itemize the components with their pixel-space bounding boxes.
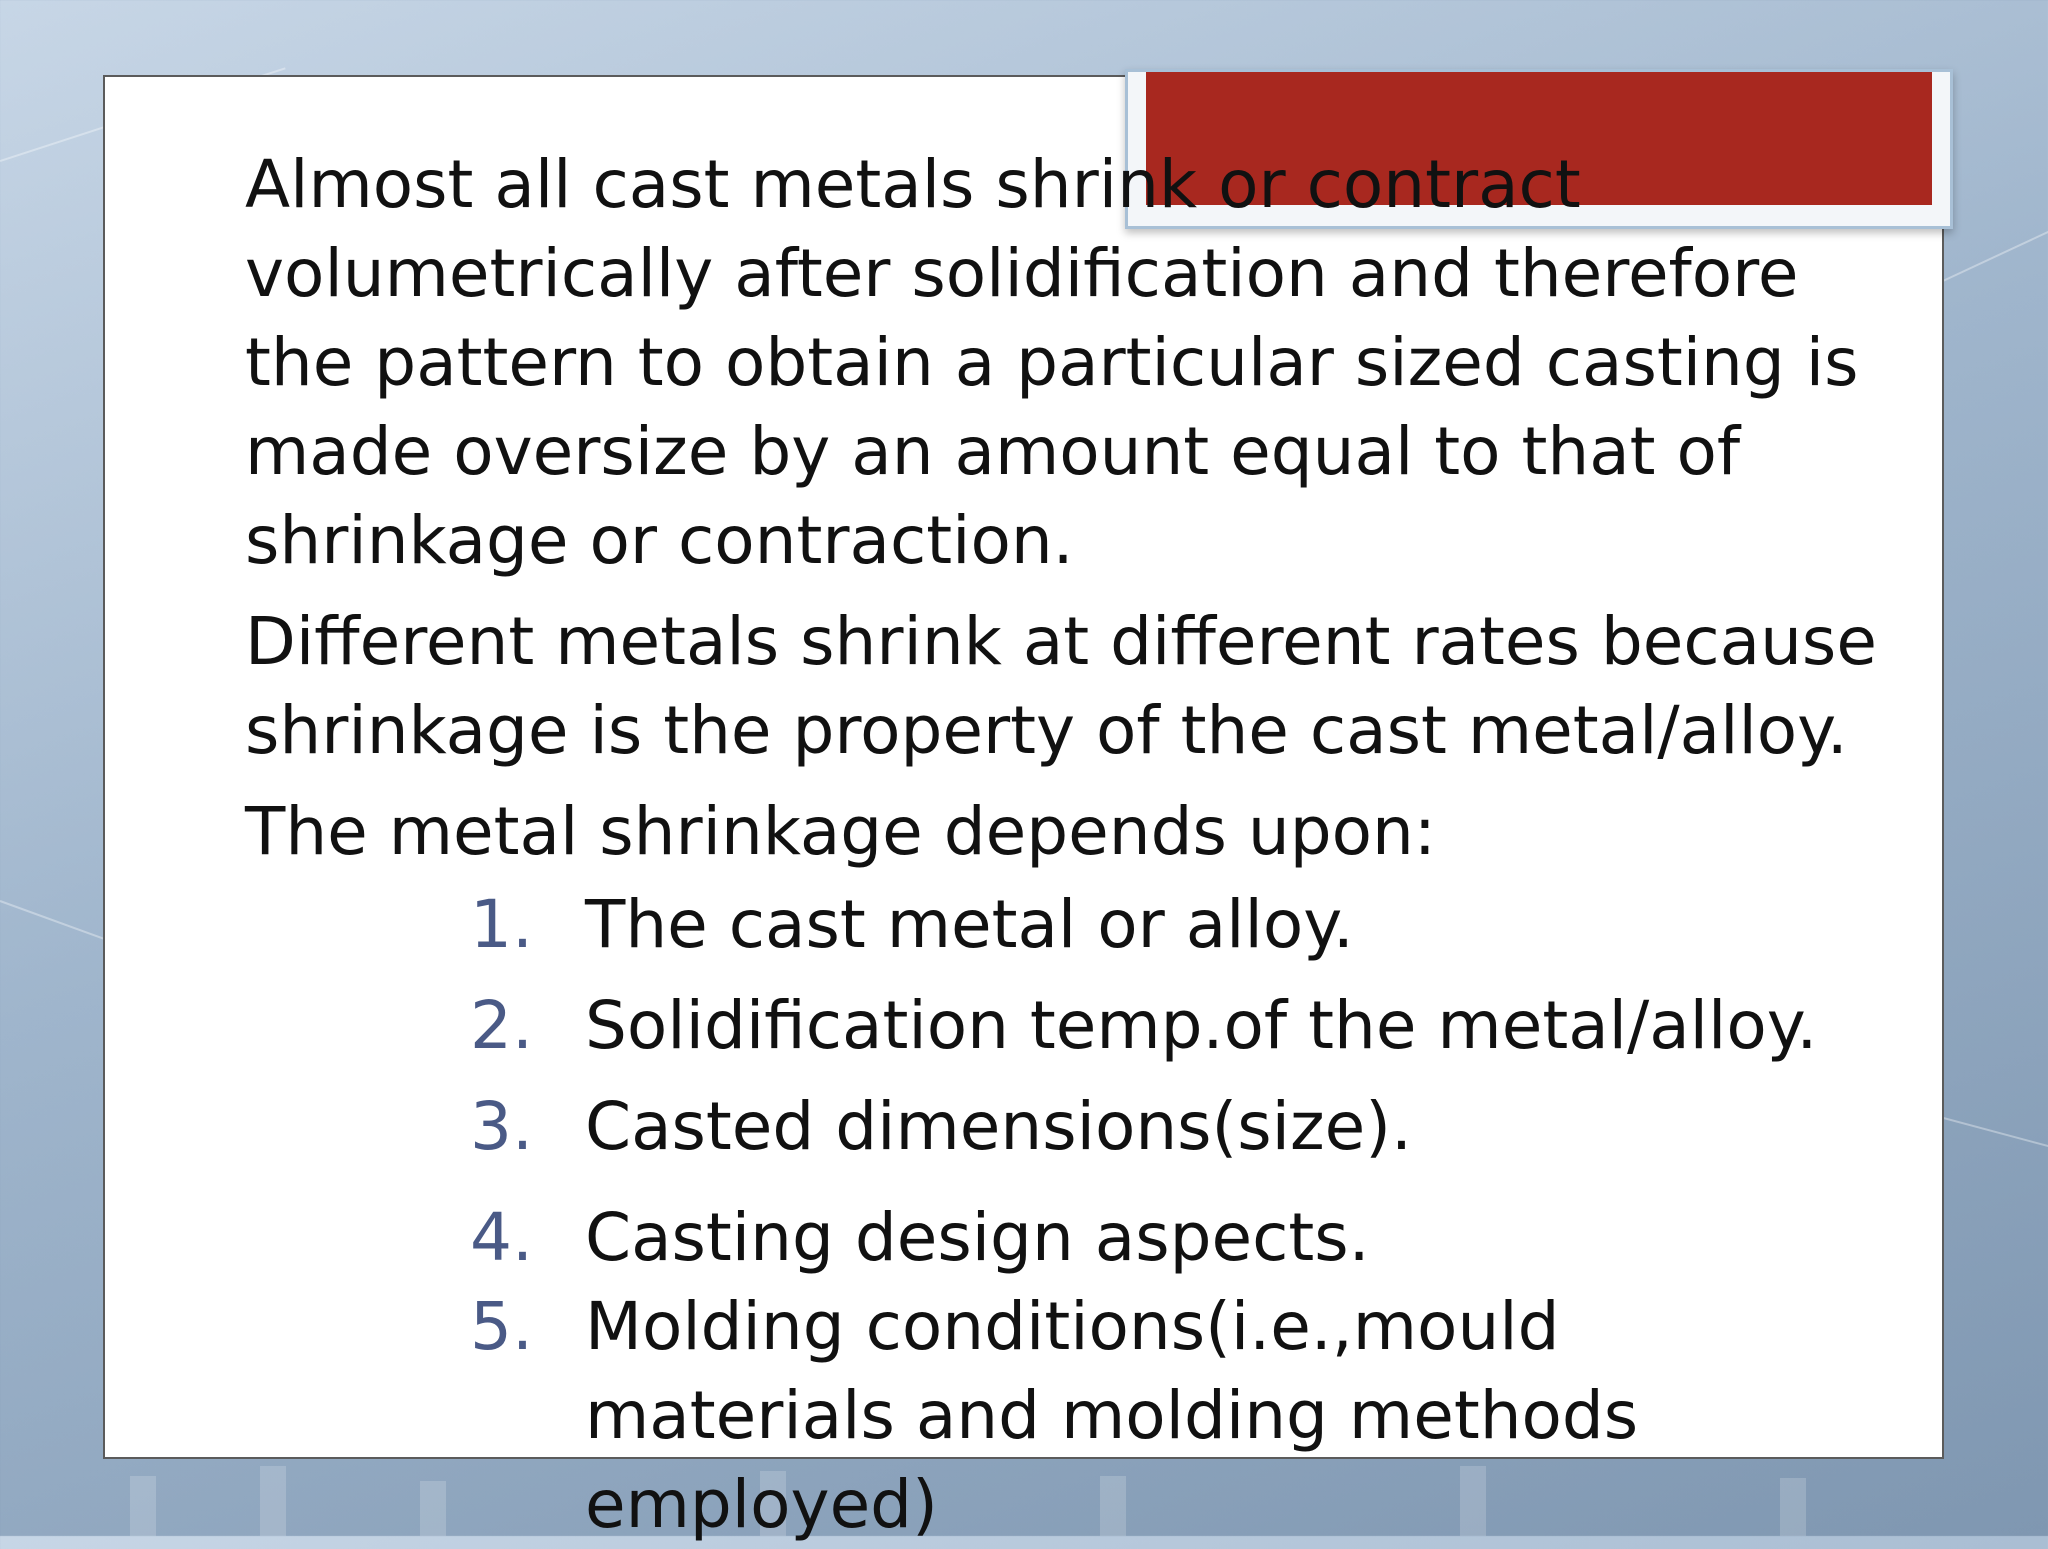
list-item-text: Solidification temp.of the metal/alloy. xyxy=(585,987,1818,1064)
list-item xyxy=(470,880,1850,969)
list-number: 4. xyxy=(470,1199,533,1276)
list-item-text: Molding conditions(i.e.,mould materials and molding methods employed) xyxy=(585,1288,1639,1543)
bg-bar xyxy=(420,1481,446,1536)
list-number: 5. xyxy=(470,1288,533,1365)
slide-body xyxy=(245,140,1885,888)
list-item xyxy=(470,981,1850,1070)
paragraph-depends-upon: The metal shrinkage depends upon: xyxy=(245,793,1437,870)
paragraph-different-rates: Different metals shrink at different rates because shrinkage is the property of the cast metal/alloy. xyxy=(245,603,1877,769)
list-number: 2. xyxy=(470,987,533,1064)
list-item-text: Casted dimensions(size). xyxy=(585,1088,1412,1165)
list-item xyxy=(470,1282,1850,1549)
bg-bar xyxy=(130,1476,156,1536)
paragraph-shrinkage-intro: Almost all cast metals shrink or contract volumetrically after solidification and therefore the pattern to obtain a particular sized casting is made oversize by an amount equal to that of shrinkage or contraction. xyxy=(245,146,1859,579)
list-item-text: Casting design aspects. xyxy=(585,1199,1370,1276)
list-item xyxy=(470,1082,1850,1171)
list-item xyxy=(470,1193,1850,1282)
shrinkage-factors-list xyxy=(470,880,1850,1549)
list-number: 3. xyxy=(470,1088,533,1165)
bg-bar xyxy=(260,1466,286,1536)
list-item-text: The cast metal or alloy. xyxy=(585,886,1354,963)
list-number: 1. xyxy=(470,886,533,963)
